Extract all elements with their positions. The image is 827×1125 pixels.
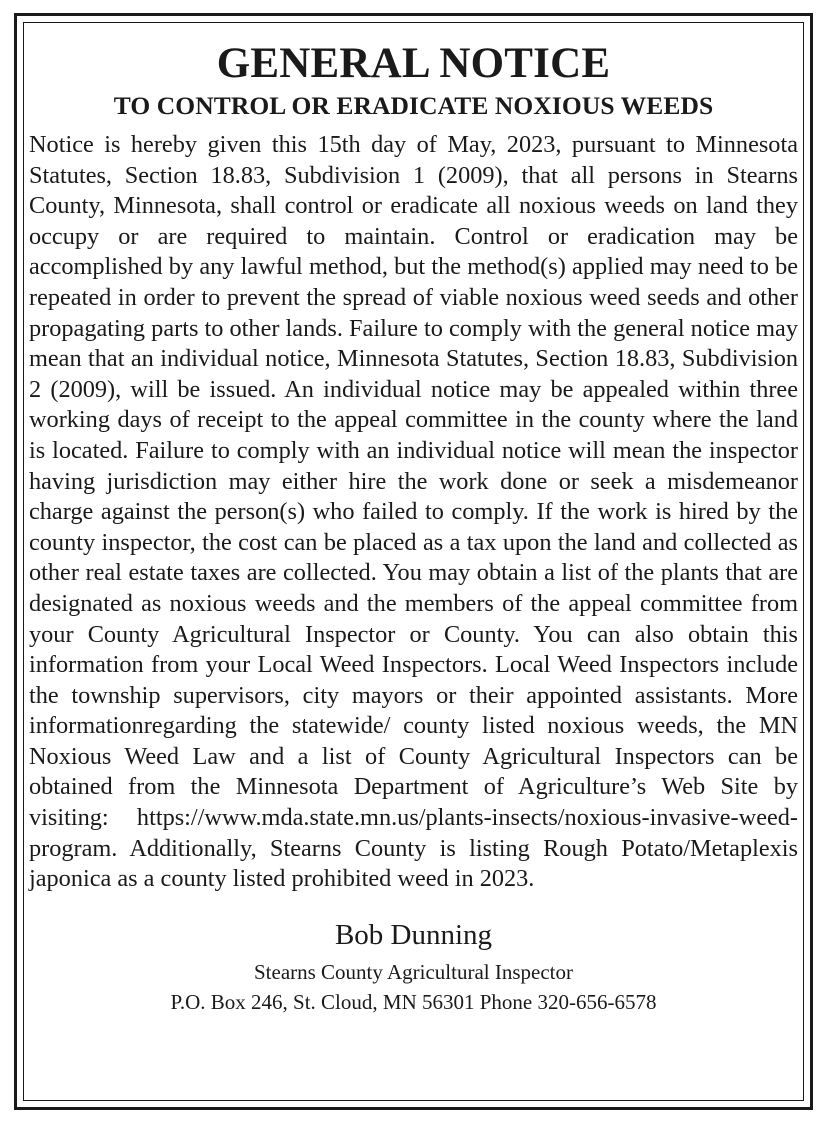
notice-title: GENERAL NOTICE <box>216 40 611 87</box>
inspector-contact: P.O. Box 246, St. Cloud, MN 56301 Phone 320-656-6578 <box>170 989 657 1014</box>
inspector-name: Bob Dunning <box>334 918 493 951</box>
signature-block <box>29 917 798 1017</box>
notice-body: Notice is hereby given this 15th day of May, 2023, pursuant to Minnesota Statutes, Section 18.83, Subdivision 1 (2009), that all persons in Stearns County, Minnesota, shall control or eradicate all noxious weeds on land they occupy or are required to maintain. Control or eradication may be accomplished by any lawful method, but the method(s) applied may need to be repeated in order to prevent the spread of viable noxious weed seeds and other propagating parts to other lands. Failure to comply with the general notice may mean that an individual notice, Minnesota Statutes, Section 18.83, Subdivision 2 (2009), will be issued. An individual notice may be appealed within three working days of receipt to the appeal committee in the county where the land is located. Failure to comply with an individual notice will mean the inspector having jurisdiction may either hire the work done or seek a misdemeanor charge against the person(s) who failed to comply. If the work is hired by the county inspector, the cost can be placed as a tax upon the land and collected as other real estate taxes are collected. You may obtain a list of the plants that are designated as noxious weeds and the members of the appeal committee from your County Agricultural Inspector or County. You can also obtain this information from your Local Weed Inspectors. Local Weed Inspectors include the township supervisors, city mayors or their appointed assistants. More informationregarding the statewide/ county listed noxious weeds, the MN Noxious Weed Law and a list of County Agricultural Inspectors can be obtained from the Minnesota Department of Agriculture’s Web Site by visiting: https://www.mda.state.mn.us/plants-insects/noxious-invasive-weed-program. Additionally, Stearns County is listing Rough Potato/Metaplexis japonica as a county listed prohibited weed in 2023. <box>29 131 798 893</box>
notice-content <box>29 38 798 1017</box>
inspector-title: Stearns County Agricultural Inspector <box>253 959 574 984</box>
notice-subtitle: TO CONTROL OR ERADICATE NOXIOUS WEEDS <box>113 91 714 120</box>
